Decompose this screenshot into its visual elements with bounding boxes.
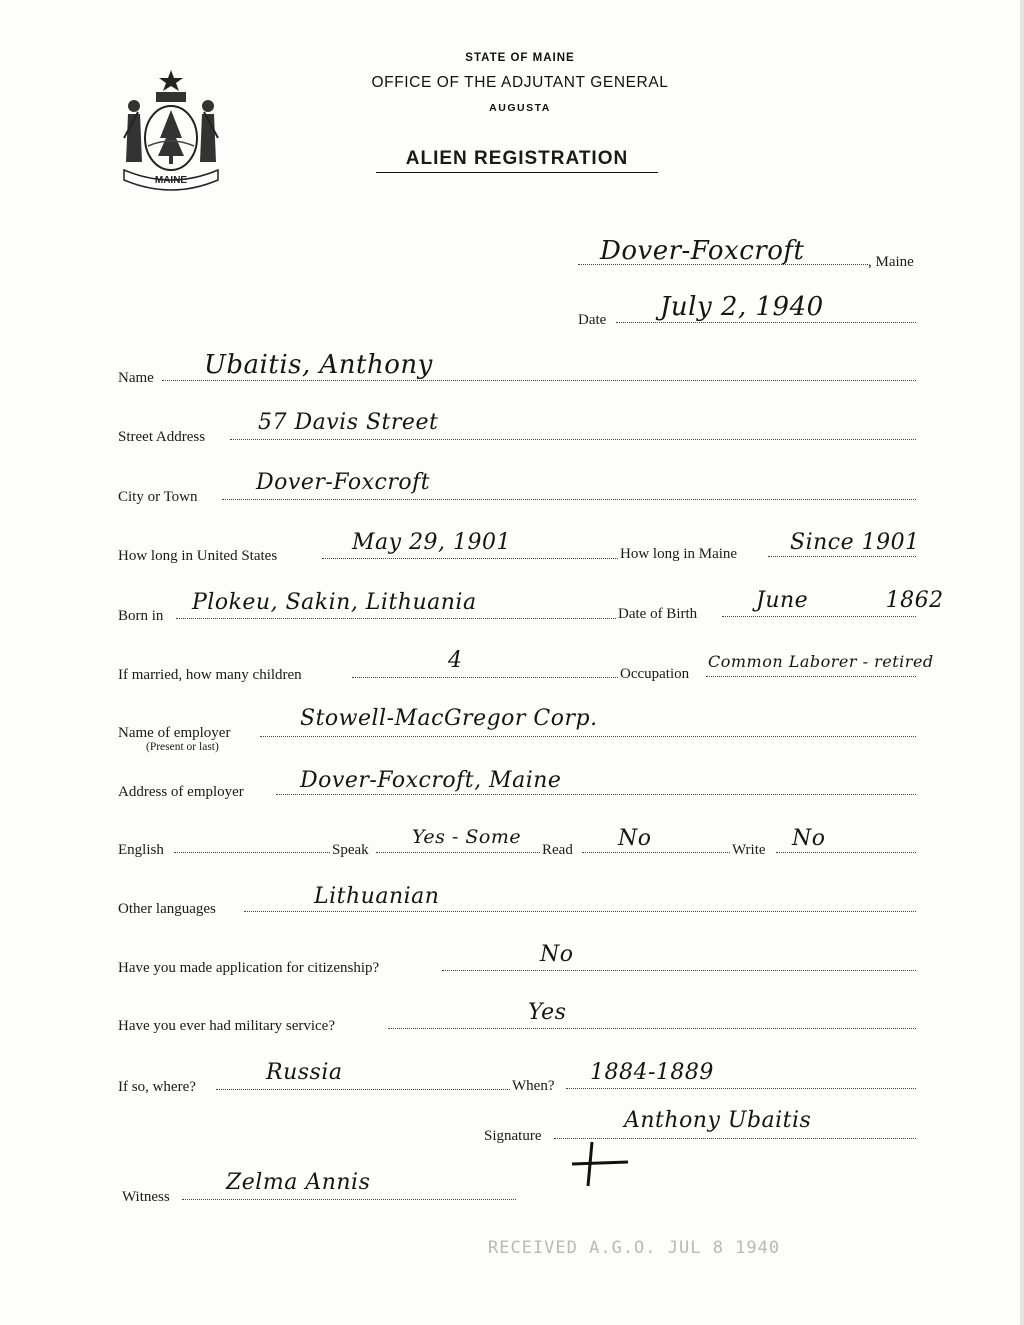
seal-label: MAINE — [154, 175, 188, 186]
street-line — [230, 439, 916, 440]
us-since-label: How long in United States — [118, 548, 278, 564]
when-value: 1884-1889 — [590, 1060, 714, 1085]
header-office: OFFICE OF THE ADJUTANT GENERAL — [371, 74, 669, 91]
write-value: No — [792, 826, 826, 851]
military-value: Yes — [528, 1000, 567, 1025]
witness-label: Witness — [122, 1189, 170, 1205]
children-value: 4 — [448, 648, 463, 673]
when-label: When? — [512, 1078, 555, 1094]
street-label: Street Address — [118, 429, 206, 445]
citizenship-label: Have you made application for citizenship? — [118, 960, 380, 976]
children-line — [352, 677, 618, 678]
employer-address-line — [276, 794, 916, 795]
employer-label: Name of employer — [118, 725, 231, 741]
children-label: If married, how many children — [118, 667, 302, 683]
header-city: AUGUSTA — [489, 102, 551, 114]
place-suffix: , Maine — [868, 254, 914, 270]
maine-since-value: Since 1901 — [790, 530, 920, 555]
occupation-label: Occupation — [620, 666, 690, 682]
name-label: Name — [118, 370, 154, 386]
other-languages-label: Other languages — [118, 901, 216, 917]
us-since-value: May 29, 1901 — [352, 530, 512, 555]
english-line — [174, 852, 330, 853]
city-value: Dover-Foxcroft — [256, 470, 431, 495]
write-line — [776, 852, 916, 853]
received-stamp: RECEIVED A.G.O. JUL 8 1940 — [488, 1238, 781, 1258]
read-line — [582, 852, 730, 853]
birth-date-value: June 1862 — [756, 588, 944, 613]
military-line — [388, 1028, 916, 1029]
occupation-line — [706, 676, 916, 677]
where-value: Russia — [266, 1060, 343, 1085]
speak-label: Speak — [332, 842, 369, 858]
maine-since-label: How long in Maine — [620, 546, 738, 562]
us-since-line — [322, 558, 618, 559]
date-label: Date — [578, 312, 607, 328]
state-seal-icon — [118, 66, 224, 192]
where-label: If so, where? — [118, 1079, 196, 1095]
witness-line — [182, 1199, 516, 1200]
birth-date-label: Date of Birth — [618, 606, 698, 622]
employer-address-value: Dover-Foxcroft, Maine — [300, 768, 562, 793]
read-label: Read — [542, 842, 573, 858]
signature-label: Signature — [484, 1128, 542, 1144]
signature-line — [554, 1138, 916, 1139]
when-line — [566, 1088, 916, 1089]
born-in-line — [176, 618, 616, 619]
scan-edge — [1020, 0, 1024, 1325]
city-line — [222, 499, 916, 500]
maine-since-line — [768, 556, 916, 557]
birth-date-line — [722, 616, 916, 617]
signature-value: Anthony Ubaitis — [624, 1108, 812, 1133]
read-value: No — [618, 826, 652, 851]
name-line — [162, 380, 916, 381]
military-label: Have you ever had military service? — [118, 1018, 335, 1034]
where-line — [216, 1089, 510, 1090]
employer-address-label: Address of employer — [118, 784, 244, 800]
name-value: Ubaitis, Anthony — [204, 350, 433, 380]
occupation-value: Common Laborer - retired — [708, 652, 934, 671]
citizenship-value: No — [540, 942, 574, 967]
employer-sublabel: (Present or last) — [146, 741, 219, 753]
born-in-value: Plokeu, Sakin, Lithuania — [192, 590, 477, 615]
speak-value: Yes - Some — [412, 826, 522, 848]
other-languages-value: Lithuanian — [314, 884, 440, 909]
city-label: City or Town — [118, 489, 198, 505]
other-languages-line — [244, 911, 916, 912]
place-value: Dover-Foxcroft — [600, 236, 805, 266]
english-label: English — [118, 842, 164, 858]
date-value: July 2, 1940 — [660, 292, 824, 322]
employer-line — [260, 736, 916, 737]
x-mark-icon — [570, 1140, 630, 1190]
date-line — [616, 322, 916, 323]
citizenship-line — [442, 970, 916, 971]
street-value: 57 Davis Street — [258, 410, 439, 435]
employer-value: Stowell-MacGregor Corp. — [300, 706, 598, 731]
witness-value: Zelma Annis — [226, 1170, 371, 1195]
write-label: Write — [732, 842, 766, 858]
header-state: STATE OF MAINE — [465, 52, 575, 64]
form-title: ALIEN REGISTRATION — [376, 148, 658, 173]
speak-line — [376, 852, 540, 853]
born-in-label: Born in — [118, 608, 164, 624]
